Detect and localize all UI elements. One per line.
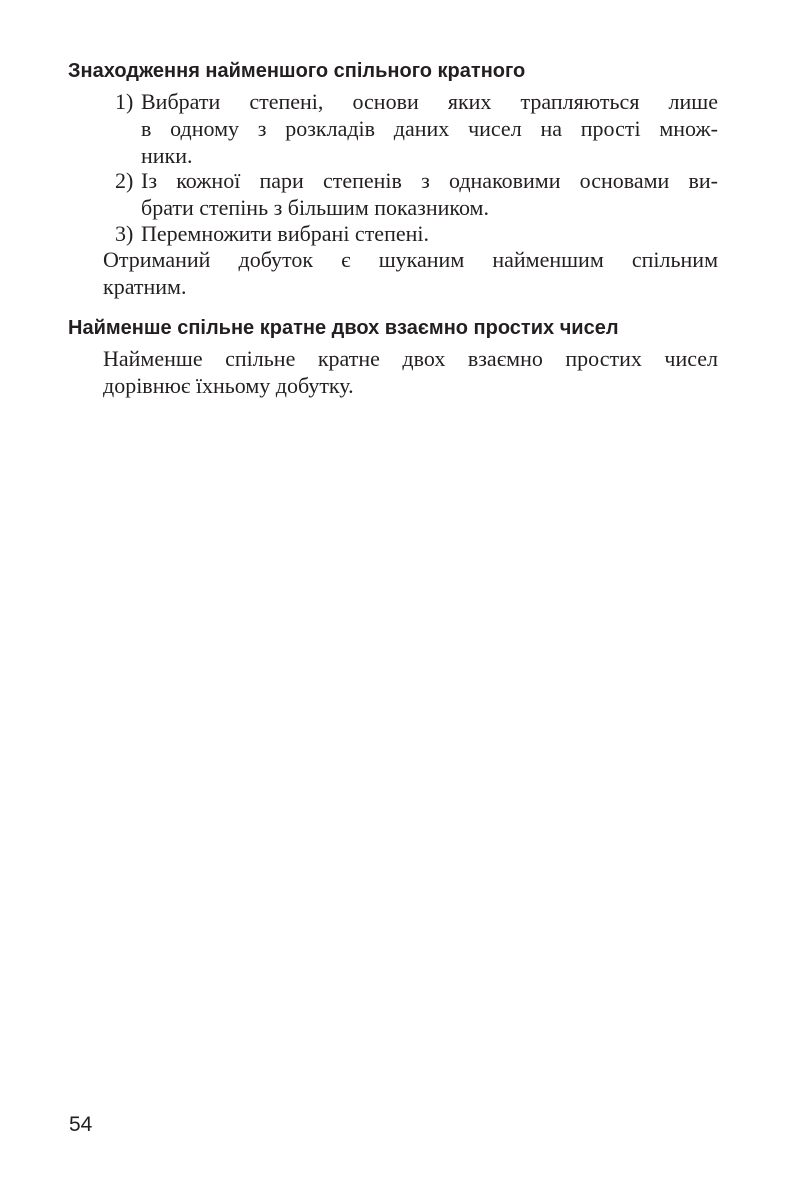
step-number: 1) bbox=[115, 89, 134, 114]
coprime-body-line-2: дорівнює їхньому добутку. bbox=[103, 373, 354, 398]
conclusion-line-1: Отриманий добуток є шуканим найменшим спільним bbox=[103, 247, 718, 272]
step-1-line-3: ники. bbox=[141, 143, 193, 168]
step-number: 2) bbox=[115, 168, 134, 193]
step-number: 3) bbox=[115, 221, 134, 246]
step-3-line-1: Перемножити вибрані степені. bbox=[141, 221, 429, 246]
step-2-line-1: Із кожної пари степенів з однаковими основами ви- bbox=[141, 168, 718, 193]
section-heading-lcm-finding: Знаходження найменшого спільного кратного bbox=[68, 60, 526, 82]
page-number: 54 bbox=[69, 1113, 93, 1136]
conclusion-line-2: кратним. bbox=[103, 274, 187, 299]
step-1-line-1: Вибрати степені, основи яких трапляються лише bbox=[141, 89, 718, 114]
step-1-line-2: в одному з розкладів даних чисел на прості множ- bbox=[141, 116, 718, 141]
section-heading-coprime-lcm: Найменше спільне кратне двох взаємно простих чисел bbox=[68, 317, 619, 339]
step-2-line-2: брати степінь з більшим показником. bbox=[141, 195, 489, 220]
coprime-body-line-1: Найменше спільне кратне двох взаємно простих чисел bbox=[103, 346, 718, 371]
